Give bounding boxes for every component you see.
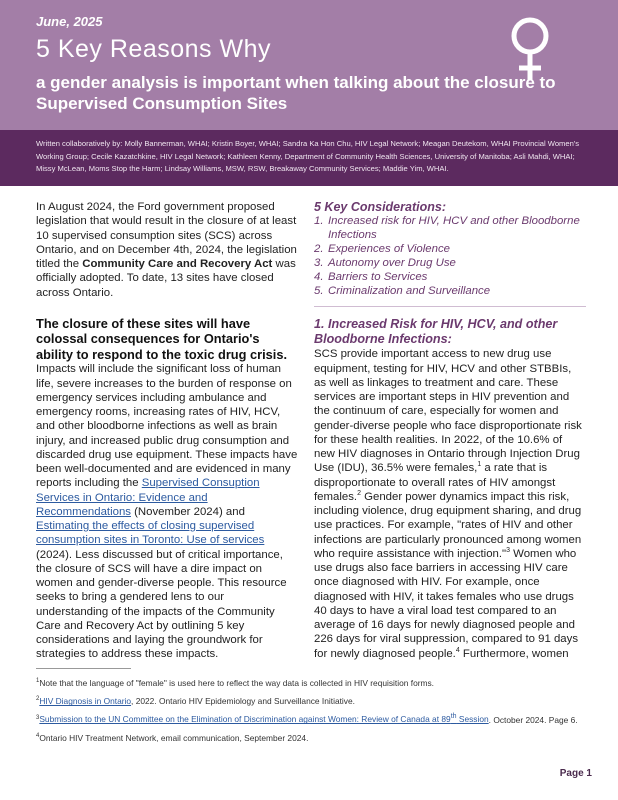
closure-heading: The closure of these sites will have colossal consequences for Ontario's ability to respond to the toxic drug crisis. (36, 315, 287, 362)
act-name: Community Care and Recovery Act (82, 258, 273, 270)
header-banner (0, 0, 618, 130)
report-link-scs-ontario[interactable]: Supervised Consuption Services in Ontario: Evidence and Recommendations (36, 477, 260, 518)
intro-text-b: was officially adopted. To date, 13 sites have closed across Ontario. (36, 258, 296, 299)
footnote-ref-3: 3 (506, 546, 510, 554)
section-1-body: SCS provide important access to new drug use equipment, testing for HIV, HCV and other STBBIs, as well as linkages to treatment and care. These services are important steps in HIV prevention and the continuum of care, especially for women and gender-diverse people who face disproportionate risk for these health realities. In 2022, of the 10.6% of new HIV diagnoses in Ontario through Injection Drug Use (IDU), 36.5% were females,$^1$ a rate that is disproportionate to overall rates of HIV amongst females.$^2$ Gender power dynamics impact this risk, including violence, drug equipment sharing, and drug use practices. For example, "rates of HIV and other infections are particularly pronounced among women who require assistance with injection."$^3$ Women who use drugs also face barriers in accessing HIV care once diagnosed with HIV. For example, once diagnosed with HIV, it takes females who use drugs 40 days to have a viral load test compared to an average of 16 days for newly diagnosed people and 226 days for viral suppression, compared to 91 days for newly diagnosed people.$^4$ Furthermore, women (314, 348, 582, 660)
footnote-link-hiv-diagnosis[interactable]: HIV Diagnosis in Ontario (39, 696, 132, 707)
list-item: 4. Barriers to Services (314, 271, 428, 284)
section-1-title: 1. Increased Risk for HIV, HCV, and other Bloodborne Infections: (314, 317, 558, 347)
footnote-2: $^2$HIV Diagnosis in Ontario, 2022. Ontario HIV Epidemiology and Surveillance Initiative. (36, 696, 355, 707)
report-link-toronto-closures[interactable]: Estimating the effects of closing supervised consumption sites in Toronto: Use of services (36, 520, 265, 547)
list-item: 3. Autonomy over Drug Use (314, 257, 456, 270)
list-item: 5. Criminalization and Surveillance (314, 285, 491, 298)
considerations-list (314, 214, 586, 298)
authors-bar (0, 130, 618, 186)
footnote-link-un-submission[interactable]: Submission to the UN Committee on the Elimination of Discrimination against Women: Review of Canada at 89th Session (39, 713, 489, 725)
footnote-ref-1: 1 (477, 461, 482, 469)
footnote-4: $^4$Ontario HIV Treatment Network, email communication, September 2024. (36, 732, 309, 743)
impacts-paragraph (36, 362, 298, 661)
page-number: Page 1 (559, 768, 592, 779)
footnote-ref-2: 2 (357, 489, 361, 497)
footnote-1: $^1$Note that the language of "female" is used here to reflect the way data is collected in HIV requisition forms. (36, 677, 435, 688)
considerations-title: 5 Key Considerations: (314, 200, 446, 214)
authors-text: Written collaboratively by: Molly Bannerman, WHAI; Kristin Boyer, WHAI; Sandra Ka Hon Chu, HIV Legal Network; Meagan Deutekom, WHAI Provincial Women's Working Group; Cecile Kazatchkine, HIV Legal Network; Kathleen Kenny, Department of Community Health Sciences, University of Manitoba; Asli Mahdi, WHAI; Missy McLean, Moms Stop the Harm; Lindsay Williams, MSW, RSW, Breakaway Community Services; Maddie Yim, WHAI. (36, 139, 580, 173)
intro-text-a: In August 2024, the Ford government proposed legislation that would result in the closure of at least 10 supervised consumption sites (SCS) across Ontario, and on December 4th, 2024, the legislation titled the (36, 201, 297, 270)
impacts-text-c: (2024). Less discussed but of critical importance, the closure of SCS will have a dire impact on women and gender-diverse people. This resource seeks to bring a gendered lens to our understanding of the impacts of the Community Care and Recovery Act by outlining 5 key considerations and laying the groundwork for strategies to address these impacts. (36, 548, 287, 661)
right-column (314, 200, 586, 661)
venus-icon (502, 14, 558, 84)
page-title: 5 Key Reasons Why (36, 35, 271, 63)
date-label: June, 2025 (36, 14, 103, 29)
impacts-text-b: (November 2024) and (130, 505, 245, 518)
footnote-3: $^3$Submission to the UN Committee on the Elimination of Discrimination against Women: Review of Canada at 89th Session. October 2024. Page 6. (36, 713, 578, 725)
left-column (36, 200, 298, 662)
footnote-ref-4: 4 (455, 646, 460, 654)
intro-paragraph (36, 200, 298, 300)
section-divider (314, 306, 586, 307)
impacts-text-a: Impacts will include the significant loss of human life, severe increases to the burden of response on emergency services including ambulance and emergency rooms, increasing rates of HIV, HCV, and other bloodborne infections as well as brain injury, and increased public drug consumption and discarded drug use equipment. These impacts have been well-documented and are evidenced in many reports including the (36, 363, 298, 490)
footnotes (36, 676, 586, 749)
page-subtitle: a gender analysis is important when talking about the closure to Supervised Consumption Sites (36, 73, 556, 113)
footnote-divider (36, 668, 131, 669)
list-item: 2. Experiences of Violence (314, 243, 450, 256)
list-item: 1. Increased risk for HIV, HCV and other Bloodborne Infections (314, 215, 580, 242)
